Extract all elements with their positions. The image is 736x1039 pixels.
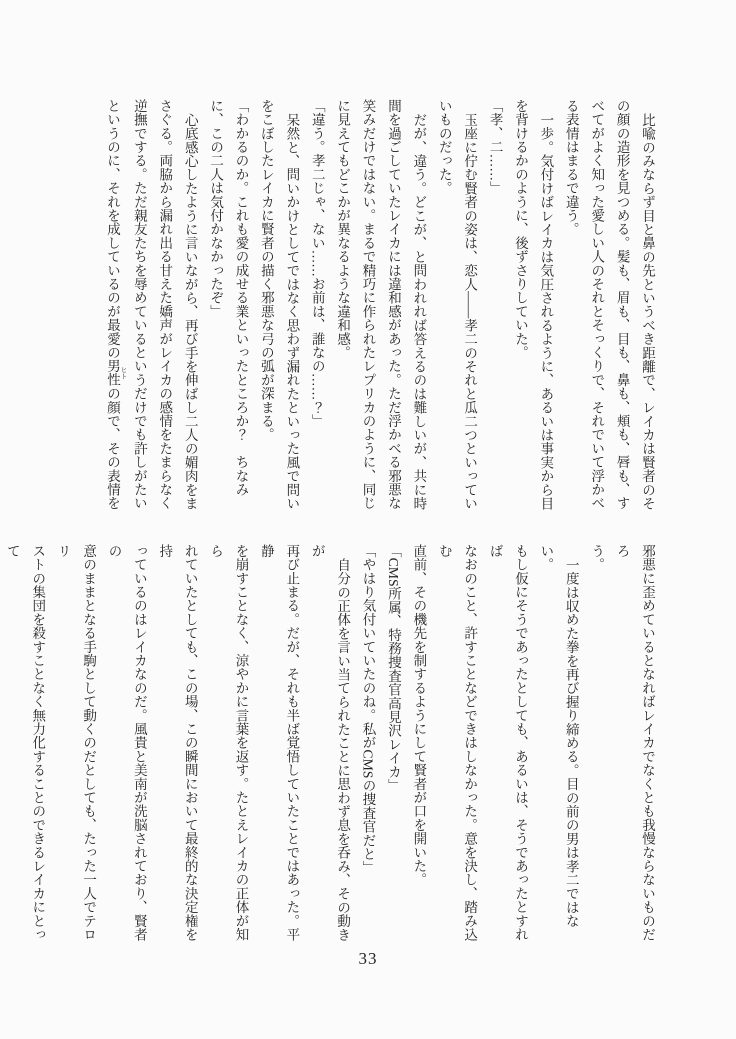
text-line: 意のままとなる手駒として動くのだとしても、たった一人でテロリ: [55, 544, 97, 942]
text-line: 再び止まる。だが、それも半ば覚悟していたことではあった。平静: [258, 544, 300, 942]
text-line: もし仮にそうであったとしても、あるいは、そうであったとすれば: [487, 544, 528, 942]
text-line: 「違う。孝二じゃ、ない……お前は、誰なの……？」: [309, 99, 325, 428]
text-line: 笑みだけではない。まるで精巧に作られたレプリカのように、同じ: [360, 99, 376, 510]
text-line: 一度は収めた拳を再び握り締める。目の前の男は孝二ではない。: [538, 544, 579, 928]
text-line: に見えてもどこかが異なるような違和感。: [335, 99, 351, 360]
text-line: 「やはり気付いていたのね。私がCMSの捜査官だと」: [360, 544, 376, 875]
text-line: を崩すことなく、涼やかに言葉を返す。たとえレイカの正体が知ら: [208, 544, 249, 942]
page-number: 33: [358, 949, 378, 968]
text-line: というのに、それを成しているのが最愛の男性 ヒトの顔で、その表情を: [104, 99, 127, 511]
text-line: 邪悪に歪めているとなればレイカでなくとも我慢ならないものだろ: [614, 544, 655, 942]
text-line: 一歩。気付けばレイカは気圧されるように、あるいは事実から目: [538, 112, 554, 510]
text-line: 「わかるのか。これも愛の成せる業といったところか？ ちなみ: [233, 99, 249, 497]
text-line: 自分の正体を言い当てられたことに思わず息を呑み、その動きが: [309, 544, 351, 942]
text-block-lower: [4, 544, 660, 944]
text-line: っているのはレイカなのだ。風貴と美南が洗脳されており、賢者の: [106, 544, 147, 942]
text-line: に、この二人は気付かなかったぞ」: [208, 99, 224, 319]
text-line: 玉座に佇む賢者の姿は、恋人——孝二のそれと瓜二つといってい: [462, 112, 478, 510]
text-line: いものだった。: [436, 99, 452, 195]
text-line: 間を過ごしていたレイカには違和感があった。ただ浮かべる邪悪な: [385, 99, 401, 510]
text-line: を背けるかのように、後ずさりしていた。: [512, 99, 528, 360]
text-line: る表情はまるで違う。: [563, 99, 579, 236]
text-line: 呆然と、問いかけとしてではなく思わず漏れたといった風で問い: [284, 112, 300, 510]
text-line: さぐる。両脇から漏れ出る甘えた嬌声がレイカの感情をたまらなく: [157, 99, 173, 510]
text-line: ストの集団を殺すことなく無力化することのできるレイカにとって: [4, 544, 46, 942]
text-line: をこぼしたレイカに賢者の描く邪悪な弓の弧が深まる。: [258, 99, 274, 442]
text-line: だが、違う。どこが、と問われれば答えるのは難しいが、共に時: [411, 112, 427, 510]
text-line: べてがよく知った愛しい人のそれとそっくりで、それでいて浮かべ: [589, 99, 605, 510]
text-line: 心底感心したように言いながら、再び手を伸ばし二人の媚肉をま: [182, 112, 198, 510]
text-line: 「孝、二……」: [487, 99, 503, 195]
text-line: れていたとしても、この場、この瞬間において最終的な決定権を持: [157, 544, 198, 942]
text-line: 「CMS所属、特務捜査官高見沢レイカ」: [385, 544, 401, 793]
text-line: う。: [589, 544, 605, 572]
text-line: の顔の造形を見つめる。髪も、眉も、目も、鼻も、頬も、唇も、す: [614, 99, 630, 510]
text-block-upper: [100, 99, 660, 513]
text-line: なおのこと、許すことなどできはしなかった。意を決し、踏み込む: [436, 544, 478, 942]
text-line: 比喩のみならず目と鼻の先というべき距離で、レイカは賢者のそ: [640, 112, 655, 510]
text-line: 逆撫でする。ただ親友たちを辱めているというだけでも許しがたい: [131, 99, 147, 510]
text-line: 直前、その機先を制するようにして賢者が口を開いた。: [411, 544, 427, 887]
